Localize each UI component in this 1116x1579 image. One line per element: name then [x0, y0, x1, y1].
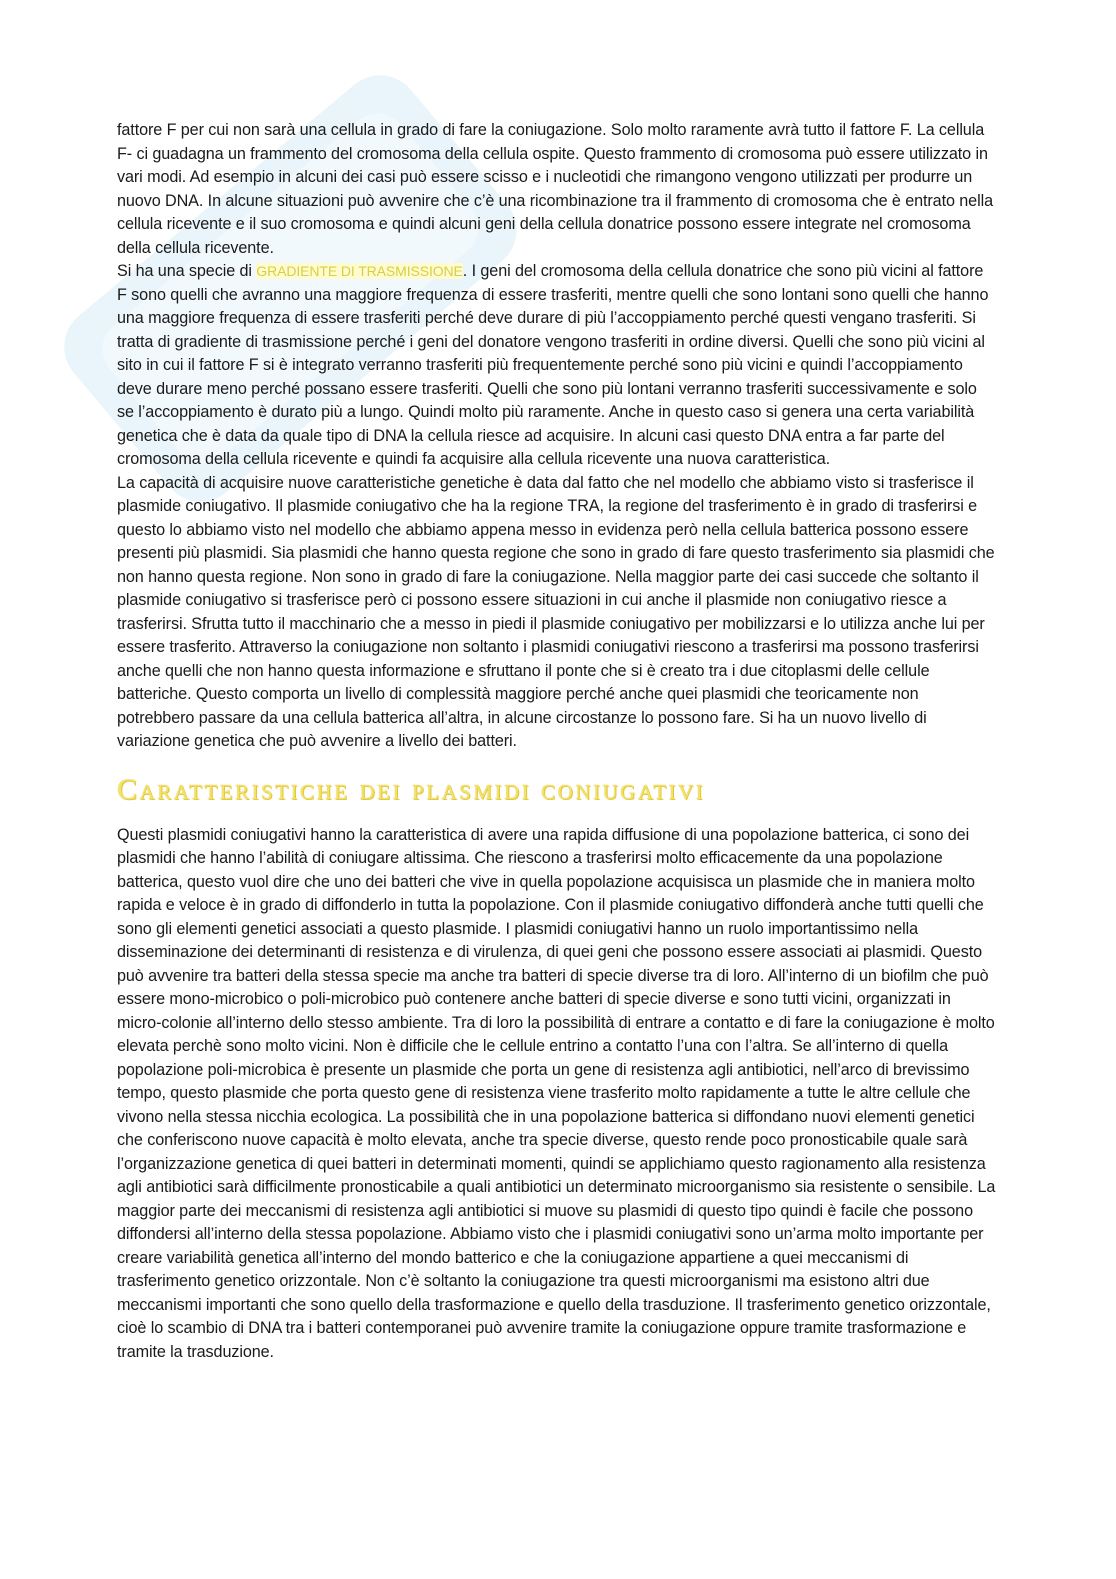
paragraph-2-body: . I geni del cromosoma della cellula donatrice che sono più vicini al fattore F sono quelli che avranno una maggiore frequenza di essere trasferiti, mentre quelli che sono lontani sono quelli che hanno una maggiore frequenza di essere trasferiti perché deve durare di più l’accoppiamento perché questi vengano trasferiti. Si tratta di gradiente di trasmissione perché i geni del donatore vengono trasferiti in ordine diversi. Quelli che sono più vicini al sito in cui il fattore F si è integrato verranno trasferiti più frequentemente perché sono più vicini e quindi l’accoppiamento deve durare meno perché possano essere trasferiti. Quelli che sono più lontani verranno trasferiti successivamente e solo se l’accoppiamento è durato più a lungo. Quindi molto più raramente. Anche in questo caso si genera una certa variabilità genetica che è data da quale tipo di DNA la cellula riesce ad acquisire. In alcuni casi questo DNA entra a far parte del cromosoma della cellula ricevente e quindi fa acquisire alla cellula ricevente una nuova caratteristica.	[117, 262, 989, 468]
paragraph-2-lead: Si ha una specie di	[117, 262, 257, 280]
highlighted-term: GRADIENTE DI TRASMISSIONE	[256, 263, 463, 279]
paragraph-4: Questi plasmidi coniugativi hanno la caratteristica di avere una rapida diffusione di una popolazione batterica, ci sono dei plasmidi che hanno l’abilità di coniugare altissima. Che riescono a trasferirsi molto efficacemente da una popolazione batterica, questo vuol dire che uno dei batteri che vive in quella popolazione acquisisca un plasmide che in maniera molto rapida e veloce è in grado di diffonderlo in tutta la popolazione. Con il plasmide coniugativo diffonderà anche tutti quelli che sono gli elementi genetici associati a questo plasmide. I plasmidi coniugativi hanno un ruolo importantissimo nella disseminazione dei determinanti di resistenza e di virulenza, di quei geni che possono essere associati ai plasmidi. Questo può avvenire tra batteri della stessa specie ma anche tra batteri di specie diverse tra di loro. All’interno di un biofilm che può essere mono-microbico o poli-microbico può contenere anche batteri di specie diverse e sono tutti vicini, organizzati in micro-colonie all’interno dello stesso ambiente. Tra di loro la possibilità di entrare a contatto e di fare la coniugazione è molto elevata perchè sono molto vicini. Non è difficile che le cellule entrino a contatto l’una con l’altra. Se all’interno di quella popolazione poli-microbica è presente un plasmide che porta un gene di resistenza agli antibiotici, nell’arco di brevissimo tempo, questo plasmide che porta questo gene di resistenza viene trasferito molto rapidamente a tutte le altre cellule che vivono nella stessa nicchia ecologica. La possibilità che in una popolazione batterica si diffondano nuovi elementi genetici che conferiscono nuove capacità è molto elevata, anche tra specie diverse, questo rende poco pronosticabile quale sarà l’organizzazione genetica di quei batteri in determinati momenti, quindi se applichiamo questo ragionamento alla resistenza agli antibiotici sarà difficilmente pronosticabile a quali antibiotici un determinato microorganismo sia resistente o sensibile. La maggior parte dei meccanismi di resistenza agli antibiotici si muove su plasmidi di questo tipo quindi è facile che possono diffondersi all’interno della stessa popolazione. Abbiamo visto che i plasmidi coniugativi sono un’arma molto importante per creare variabilità genetica all’interno del mondo batterico e che la coniugazione appartiene a quei meccanismi di trasferimento genetico orizzontale. Non c’è soltanto la coniugazione tra questi microorganismi ma esistono altri due meccanismi importanti che sono quello della trasformazione e quello della trasduzione. Il trasferimento genetico orizzontale, cioè lo scambio di DNA tra i batteri contemporanei può avvenire tramite la coniugazione oppure tramite trasformazione e tramite la trasduzione.	[117, 825, 996, 1361]
paragraph-1: fattore F per cui non sarà una cellula in grado di fare la coniugazione. Solo molto raramente avrà tutto il fattore F. La cellula F- ci guadagna un frammento del cromosoma della cellula ospite. Questo frammento di cromosoma può essere utilizzato in vari modi. Ad esempio in alcuni dei casi può essere scisso e i nucleotidi che rimangono vengono utilizzati per produrre un nuovo DNA. In alcune situazioni può avvenire che c’è una ricombinazione tra il frammento di cromosoma che è entrato nella cellula ricevente e il suo cromosoma e quindi alcuni geni della cellula donatrice possono essere integrate nel cromosoma della cellula ricevente.	[117, 121, 993, 257]
section-heading: Caratteristiche dei plasmidi coniugativi	[117, 772, 706, 806]
paragraph-2	[117, 260, 997, 472]
document-page	[117, 119, 997, 1364]
paragraph-3: La capacità di acquisire nuove caratteristiche genetiche è data dal fatto che nel modello che abbiamo visto si trasferisce il plasmide coniugativo. Il plasmide coniugativo che ha la regione TRA, la regione del trasferimento è in grado di trasferirsi e questo lo abbiamo visto nel modello che abbiamo appena messo in evidenza però nella cellula batterica possono essere presenti più plasmidi. Sia plasmidi che hanno questa regione che sono in grado di fare questo trasferimento sia plasmidi che non hanno questa regione. Non sono in grado di fare la coniugazione. Nella maggior parte dei casi succede che soltanto il plasmide coniugativo si trasferisce però ci possono essere situazioni in cui anche il plasmide non coniugativo riesce a trasferirsi. Sfrutta tutto il macchinario che a messo in piedi il plasmide coniugativo per mobilizzarsi e lo utilizza anche lui per essere trasferito. Attraverso la coniugazione non soltanto i plasmidi coniugativi riescono a trasferirsi ma possono trasferirsi anche quelli che non hanno questa informazione e sfruttano il ponte che si è creato tra i due citoplasmi delle cellule batteriche. Questo comporta un livello di complessità maggiore perché anche quei plasmidi che teoricamente non potrebbero passare da una cellula batterica all’altra, in alcune circostanze lo possono fare. Si ha un nuovo livello di variazione genetica che può avvenire a livello dei batteri.	[117, 473, 995, 750]
